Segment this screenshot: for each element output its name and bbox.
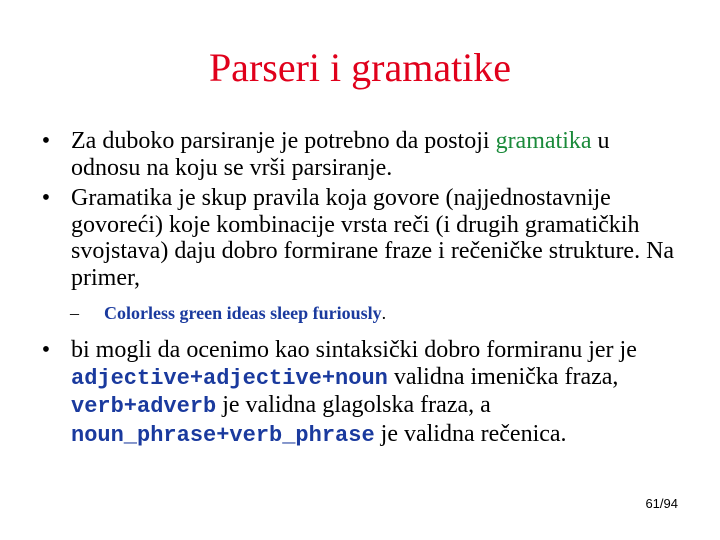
code-term: verb+adverb [71,394,217,419]
highlight-term: gramatika [495,128,592,154]
sub-bullet-marker: – [70,303,79,323]
bullet-marker: • [41,337,51,363]
bullet-text: Gramatika je skup pravila koja govore (najjednostavnije govoreći) koje kombinacije vrsta reči (i drugih gramatičkih svojstava) daju dobro formirane fraze i rečeničke strukture. Na primer, [71,185,675,291]
example-suffix: . [381,303,387,323]
bullet-text: bi mogli da ocenimo kao sintaksički dobro formiranu jer je [71,337,637,363]
bullet-item [36,185,676,291]
slide-content [36,128,676,449]
bullet-text: je validna glagolska fraza, a [216,392,491,418]
bullet-item [36,337,676,449]
bullet-text: validna imenička fraza, [387,363,619,390]
bullet-marker: • [41,185,51,211]
bullet-text: u odnosu na koju se vrši parsiranje. [71,128,610,181]
bullet-marker: • [41,128,51,154]
code-term: adjective+adjective+noun [71,365,388,391]
bullet-item [36,128,676,181]
example-sentence: Colorless green ideas sleep furiously [104,303,382,323]
code-term: noun_phrase+verb_phrase [71,422,375,448]
page-number: 61/94 [645,496,678,511]
bullet-text: Za duboko parsiranje je potrebno da postoji [71,128,496,154]
sub-bullet-item [36,301,676,325]
slide-title: Parseri i gramatike [208,45,512,90]
bullet-text: je validna rečenica. [374,420,567,447]
